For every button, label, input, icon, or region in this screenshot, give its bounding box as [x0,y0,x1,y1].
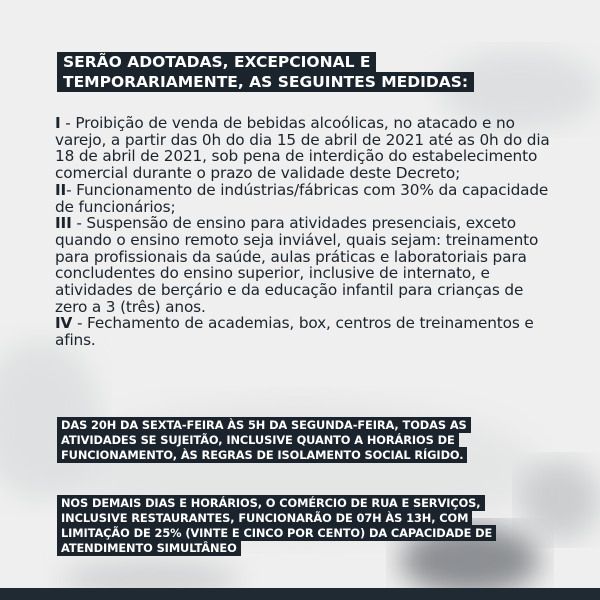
notice-weekdays-text: NOS DEMAIS DIAS E HORÁRIOS, O COMÉRCIO DE RUA E SERVIÇOS, INCLUSIVE RESTAURANTES, FUNCIONARÃO DE 07H ÀS 13H, COM LIMITAÇÃO DE 25% (VINTE E CINCO POR CENTO) DA CAPACIDADE DE ATENDIMENTO SIMULTÂNEO [57,495,496,556]
measure-item [55,315,551,348]
heading-text: SERÃO ADOTADAS, EXCEPCIONAL E TEMPORARIAMENTE, AS SEGUINTES MEDIDAS: [57,52,474,92]
notice-weekend [57,418,527,463]
footer-bar [0,588,600,600]
measure-text: - Funcionamento de indústrias/fábricas com 30% da capacidade de funcionários; [55,180,549,216]
measure-text: - Proibição de venda de bebidas alcoólicas, no atacado e no varejo, a partir das 0h do dia 15 de abril de 2021 até as 0h do dia 18 de abril de 2021, sob pena de interdição do estabelecimento comercial durante o prazo de validade deste Decreto; [55,114,550,183]
heading [57,52,497,92]
measure-text: - Fechamento de academias, box, centros de treinamentos e afins. [55,314,534,350]
measure-item [55,182,551,215]
notice-weekend-text: DAS 20H DA SEXTA-FEIRA ÀS 5H DA SEGUNDA-FEIRA, TODAS AS ATIVIDADES SE SUJEITÃO, INCLUSIVE QUANTO A HORÁRIOS DE FUNCIONAMENTO, ÀS REGRAS DE ISOLAMENTO SOCIAL RÍGIDO. [57,417,471,463]
measure-number: IV [55,314,73,333]
measure-item [55,215,551,315]
measure-item [55,115,551,182]
measures-list [55,115,551,349]
measure-number: III [55,214,72,233]
measure-number: II [55,180,67,199]
measure-number: I [55,114,61,132]
measure-text: - Suspensão de ensino para atividades presenciais, exceto quando o ensino remoto seja inviável, quais sejam: treinamento para profissionais da saúde, aulas práticas e laboratoriais para concludentes do ensino superior, inclusive de internato, e atividades de berçário e da educação infantil para crianças de zero a 3 (três) anos. [55,214,539,316]
notice-weekdays [57,496,527,556]
